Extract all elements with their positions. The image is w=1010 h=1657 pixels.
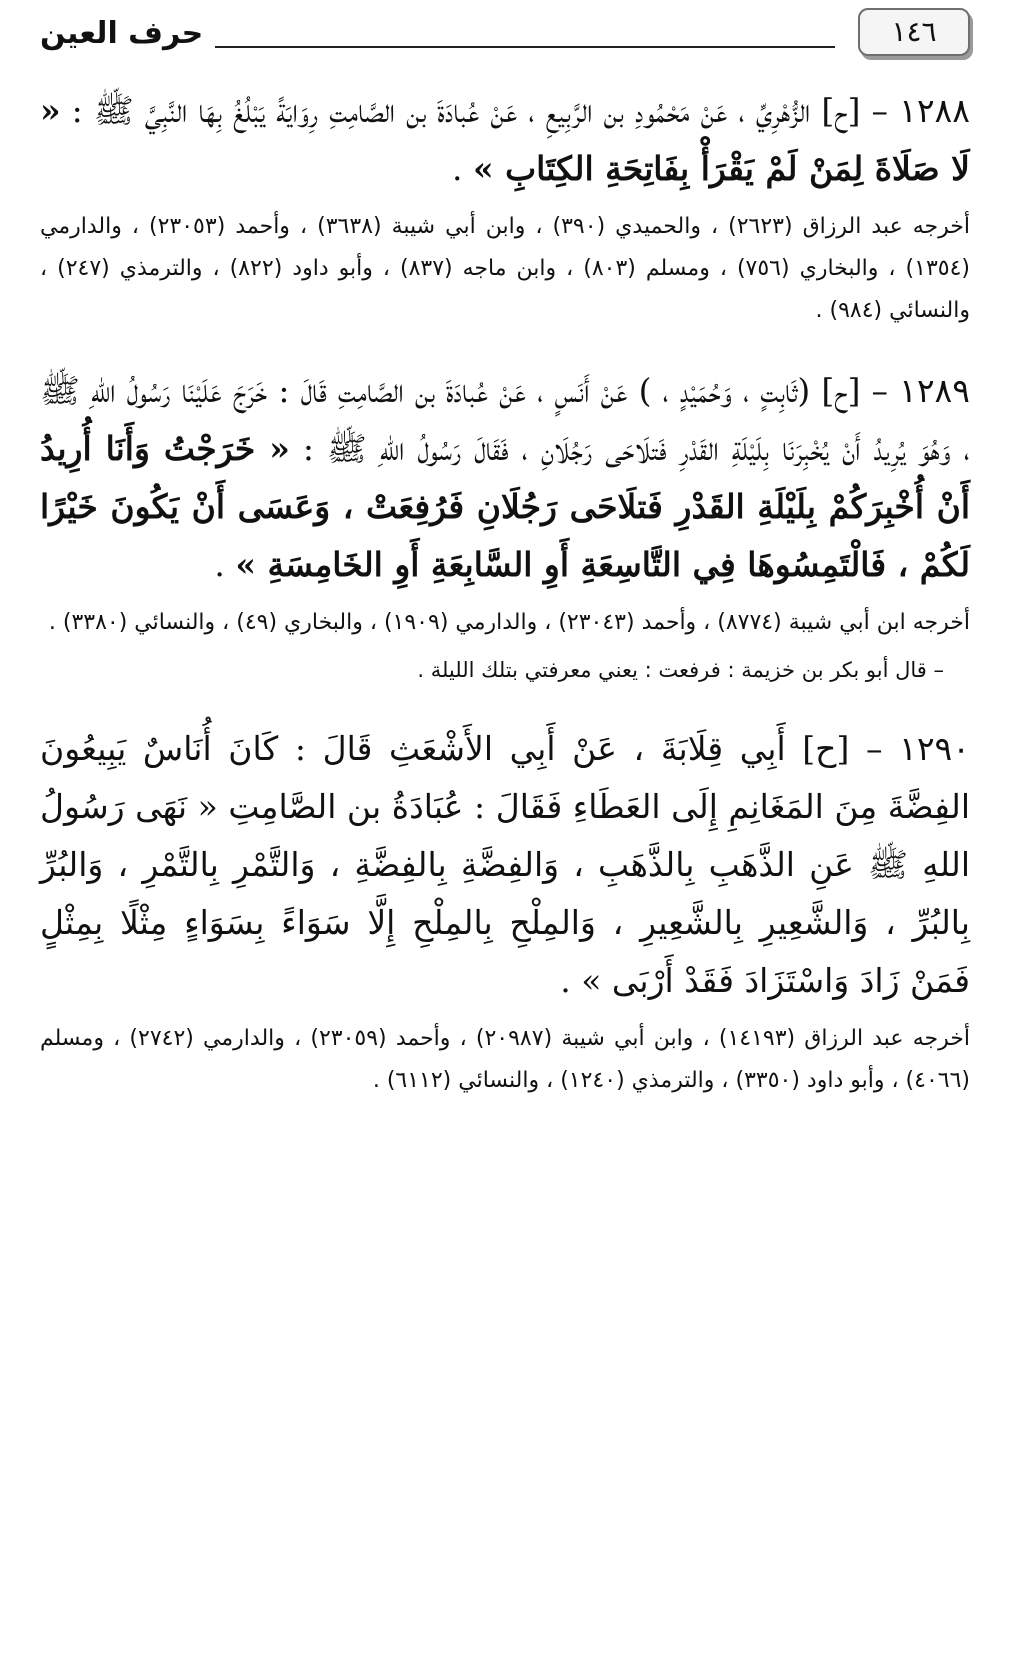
hadith-number: ١٢٨٩ (899, 371, 970, 410)
page-content (40, 82, 970, 1132)
hadith-end: . (451, 149, 473, 188)
hadith-intro: – [ح] (ثَابِتٍ ، وَحُمَيْدٍ ، ) عَنْ أَنَسٍ ، عَنْ عُبادَةَ بن الصَّامِتِ قَالَ : خَرَجَ عَلَيْنَا رَسُولُ اللهِ ﷺ ، وَهُوَ يُرِيدُ أَنْ يُخْبِرَنَا بِلَيْلَةِ القَدْرِ فَتلَاحَى رَجُلَانِ ، فَقَالَ رَسُولُ اللهِ ﷺ : (40, 371, 970, 468)
hadith-quote: « خَرَجْتُ وَأَنَا أُرِيدُ أَنْ أُخْبِرَكُمْ بِلَيْلَةِ القَدْرِ فَتلَاحَى رَجُلَانِ فَرُفِعَتْ ، وَعَسَى أَنْ يَكُونَ خَيْرًا لَكُمْ ، فَالْتَمِسُوهَا فِي التَّاسِعَةِ أَوِ السَّابِعَةِ أَوِ الخَامِسَةِ » (40, 429, 970, 584)
hadith-end: . (214, 545, 236, 584)
page-header (40, 8, 970, 64)
page-number: ١٤٦ (858, 8, 970, 56)
hadith-number: ١٢٩٠ (899, 729, 970, 768)
hadith-number: ١٢٨٨ (899, 91, 970, 130)
hadith-text (40, 362, 970, 594)
hadith-text (40, 720, 970, 1010)
hadith-end: . (560, 961, 582, 1000)
hadith-text (40, 82, 970, 198)
hadith-quote: « نَهَى رَسُولُ اللهِ ﷺ عَنِ الذَّهَبِ بِالذَّهَبِ ، وَالفِضَّةِ بِالفِضَّةِ ، وَالتَّمْرِ بِالتَّمْرِ ، وَالبُرِّ بِالبُرِّ ، وَالشَّعِيرِ بِالشَّعِيرِ ، وَالمِلْحِ بِالمِلْحِ إِلَّا سَوَاءً بِسَوَاءٍ مِثْلًا بِمِثْلٍ فَمَنْ زَادَ وَاسْتَزَادَ فَقَدْ أَرْبَى » (40, 787, 970, 1000)
takhrij-footnote: أخرجه ابن أبي شيبة (٨٧٧٤) ، وأحمد (٢٣٠٤٣) ، والدارمي (١٩٠٩) ، والبخاري (٤٩) ، والنسائي (٣٣٨٠) . (48, 610, 970, 635)
hadith-intro: – [ح] أَبِي قِلَابَةَ ، عَنْ أَبِي الأَشْعَثِ قَالَ : كَانَ أُنَاسٌ يَبِيعُونَ الفِضَّةَ مِنَ المَغَانِمِ إِلَى العَطَاءِ فَقَالَ : عُبَادَةُ بن الصَّامِتِ (40, 729, 970, 826)
hadith-intro: – [ح] الزُّهْرِيِّ ، عَنْ مَحْمُودِ بن الرَّبِيعِ ، عَنْ عُبادَةَ بن الصَّامِتِ رِوَايَةً يَبْلُغُ بِهَا النَّبِيَّ ﷺ : (60, 91, 900, 130)
hadith-entry-1290 (40, 720, 970, 1102)
hadith-entry-1289 (40, 362, 970, 690)
takhrij-footnote: أخرجه عبد الرزاق (٢٦٢٣) ، والحميدي (٣٩٠) ، وابن أبي شيبة (٣٦٣٨) ، وأحمد (٢٣٠٥٣) ، والدارمي (١٣٥٤) ، والبخاري (٧٥٦) ، ومسلم (٨٠٣) ، وابن ماجه (٨٣٧) ، وأبو داود (٨٢٢) ، والترمذي (٢٤٧) ، والنسائي (٩٨٤) . (40, 214, 970, 323)
hadith-quote: « لَا صَلَاةَ لِمَنْ لَمْ يَقْرَأْ بِفَاتِحَةِ الكِتَابِ » (40, 91, 970, 188)
scholar-note: – قال أبو بكر بن خزيمة : فرفعت : يعني معرفتي بتلك الليلة . (417, 658, 944, 682)
header-rule (215, 46, 835, 48)
hadith-entry-1288 (40, 82, 970, 332)
takhrij-footnote: أخرجه عبد الرزاق (١٤١٩٣) ، وابن أبي شيبة (٢٠٩٨٧) ، وأحمد (٢٣٠٥٩) ، والدارمي (٢٧٤٢) ، ومسلم (٤٠٦٦) ، وأبو داود (٣٣٥٠) ، والترمذي (١٢٤٠) ، والنسائي (٦١١٢) . (40, 1026, 970, 1093)
section-title: حرف العين (40, 16, 204, 51)
